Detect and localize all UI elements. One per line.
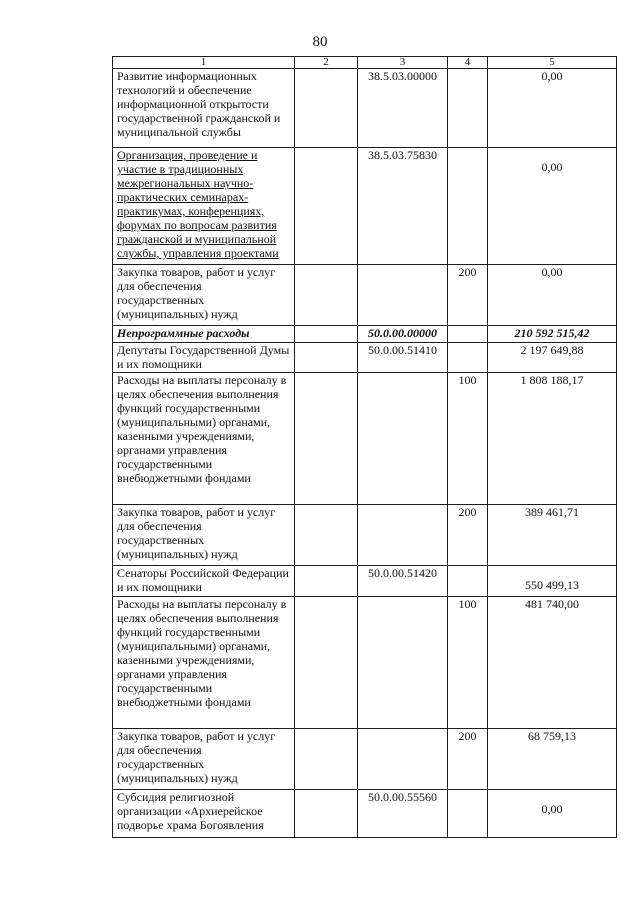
header-col-3: 3 <box>358 57 448 69</box>
row-amount: 481 740,00 <box>488 597 617 729</box>
row-code: 50.0.00.51410 <box>358 343 448 373</box>
row-type: 200 <box>448 729 488 790</box>
row-name: Закупка товаров, работ и услуг для обеспечения государственных (муниципальных) нужд <box>113 729 295 790</box>
row-col2 <box>295 729 358 790</box>
table-row <box>113 69 617 148</box>
header-col-1: 1 <box>113 57 295 69</box>
row-amount: 0,00 <box>488 148 617 265</box>
row-name <box>113 148 295 265</box>
row-col2 <box>295 265 358 326</box>
row-type <box>448 566 488 597</box>
row-type <box>448 343 488 373</box>
row-name: Депутаты Государственной Думы и их помощники <box>113 343 295 373</box>
table-row <box>113 729 617 790</box>
row-col2 <box>295 505 358 566</box>
header-col-4: 4 <box>448 57 488 69</box>
row-code: 38.5.03.75830 <box>358 148 448 265</box>
row-col2 <box>295 148 358 265</box>
header-col-2: 2 <box>295 57 358 69</box>
row-name: Расходы на выплаты персоналу в целях обеспечения выполнения функций государственными (муниципальными) органами, казенными учреждениями, органами управления государственными внебюджетными фондами <box>113 373 295 505</box>
row-col2 <box>295 790 358 838</box>
table-row <box>113 505 617 566</box>
row-code <box>358 505 448 566</box>
row-name: Непрограммные расходы <box>113 326 295 343</box>
row-code: 50.0.00.51420 <box>358 566 448 597</box>
table-row <box>113 148 617 265</box>
row-amount: 2 197 649,88 <box>488 343 617 373</box>
table-row <box>113 790 617 838</box>
row-code <box>358 597 448 729</box>
table-header-row <box>113 57 617 69</box>
row-amount: 0,00 <box>488 790 617 838</box>
header-col-5: 5 <box>488 57 617 69</box>
table-row <box>113 343 617 373</box>
page-number: 80 <box>312 34 328 50</box>
row-type <box>448 326 488 343</box>
row-amount: 1 808 188,17 <box>488 373 617 505</box>
row-name: Субсидия религиозной организации «Архиерейское подворье храма Богоявления <box>113 790 295 838</box>
row-code <box>358 373 448 505</box>
row-code <box>358 729 448 790</box>
row-amount: 389 461,71 <box>488 505 617 566</box>
row-code: 50.0.00.00000 <box>358 326 448 343</box>
row-type: 100 <box>448 597 488 729</box>
row-type: 200 <box>448 265 488 326</box>
table-row <box>113 265 617 326</box>
row-amount: 550 499,13 <box>488 566 617 597</box>
row-col2 <box>295 326 358 343</box>
table-row <box>113 566 617 597</box>
row-col2 <box>295 373 358 505</box>
row-code: 38.5.03.00000 <box>358 69 448 148</box>
row-name: Закупка товаров, работ и услуг для обеспечения государственных (муниципальных) нужд <box>113 265 295 326</box>
budget-table <box>112 56 617 838</box>
row-name: Развитие информационных технологий и обеспечение информационной открытости государственной гражданской и муниципальной службы <box>113 69 295 148</box>
row-type: 100 <box>448 373 488 505</box>
row-name: Закупка товаров, работ и услуг для обеспечения государственных (муниципальных) нужд <box>113 505 295 566</box>
row-amount: 0,00 <box>488 265 617 326</box>
row-type <box>448 790 488 838</box>
table-row <box>113 597 617 729</box>
row-amount: 0,00 <box>488 69 617 148</box>
row-col2 <box>295 566 358 597</box>
row-col2 <box>295 597 358 729</box>
row-name-text: Организация, проведение и участие в традиционных межрегиональных научно-практических семинарах-практикумах, конференциях, форумах по вопросам развития гражданской и муниципальной службы, управления проектами <box>117 148 279 260</box>
row-col2 <box>295 343 358 373</box>
row-name: Расходы на выплаты персоналу в целях обеспечения выполнения функций государственными (муниципальными) органами, казенными учреждениями, органами управления государственными внебюджетными фондами <box>113 597 295 729</box>
row-code <box>358 265 448 326</box>
row-name: Сенаторы Российской Федерации и их помощники <box>113 566 295 597</box>
table-row <box>113 373 617 505</box>
row-amount: 68 759,13 <box>488 729 617 790</box>
row-type: 200 <box>448 505 488 566</box>
row-type <box>448 69 488 148</box>
row-col2 <box>295 69 358 148</box>
row-type <box>448 148 488 265</box>
row-code: 50.0.00.55560 <box>358 790 448 838</box>
table-row <box>113 326 617 343</box>
row-amount: 210 592 515,42 <box>488 326 617 343</box>
